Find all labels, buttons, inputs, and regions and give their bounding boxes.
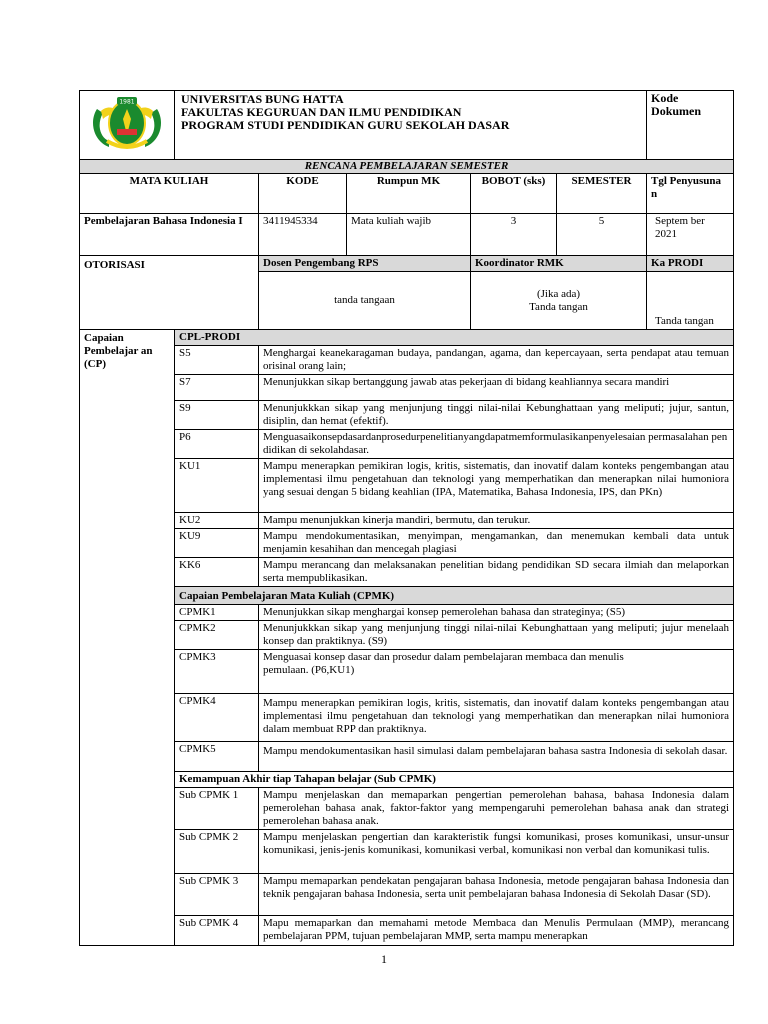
cpl-text: Menguasaikonsepdasardanprosedurpenelitianyangdapatmemformulasikanpenyelesaian permasalahan pendidikan di sekolahdasar. (259, 430, 734, 459)
cpl-text: Menunjukkan sikap bertanggung jawab atas pekerjaan di bidang keahliannya secara mandiri (259, 375, 734, 401)
faculty-name: FAKULTAS KEGURUAN DAN ILMU PENDIDIKAN (181, 105, 462, 119)
sub-cpmk-text: Mampu memaparkan pendekatan pengajaran bahasa Indonesia, metode pengajaran bahasa Indonesia dan teknik pengajaran bahasa Indonesia, serta unit pembelajaran bahasa Indonesia di Sekolah Dasar (SD). (259, 874, 734, 916)
cpmk-text: Menguasai konsep dasar dan prosedur dalam pembelajaran membaca dan menulis pemulaan. (P6,KU1) (259, 650, 734, 694)
col-header-tgl: Tgl Penyusuna n (647, 174, 734, 214)
document-title: RENCANA PEMBELAJARAN SEMESTER (80, 160, 734, 174)
sub-cpmk-text: Mampu menjelaskan dan memaparkan pengertian pemerolehan bahasa, bahasa Indonesia dalam pemerolehan bahasa anak, faktor-faktor yang mempengaruhi pemerolehan bahasa anak dan strategi pemerolehan bahasa anak. (259, 788, 734, 830)
col-header-bobot: BOBOT (sks) (471, 174, 557, 214)
cpl-text: Menunjukkkan sikap yang menjunjung tinggi nilai-nilai Kebunghattaan yang meliputi; jujur, santun, disiplin, dan hemat (efektif). (259, 401, 734, 430)
course-name: Pembelajaran Bahasa Indonesia I (80, 214, 259, 256)
dosen-signature: tanda tangaan (259, 272, 471, 330)
svg-text:1981: 1981 (119, 98, 135, 106)
sub-cpmk-code: Sub CPMK 2 (175, 830, 259, 874)
cpmk-code: CPMK5 (175, 742, 259, 772)
cpl-code: KU1 (175, 459, 259, 513)
cpmk-code: CPMK3 (175, 650, 259, 694)
cpl-code: KU9 (175, 529, 259, 558)
dosen-pengembang-label: Dosen Pengembang RPS (259, 256, 471, 272)
cpl-code: P6 (175, 430, 259, 459)
kode-dokumen-label: Kode Dokumen (647, 91, 734, 160)
university-name: UNIVERSITAS BUNG HATTA (181, 92, 344, 106)
cp-label: Capaian Pembelajar an (CP) (80, 330, 175, 946)
kaprodi-signature: Tanda tangan (647, 272, 734, 330)
koordinator-note: (Jika ada) (536, 287, 581, 300)
program-name: PROGRAM STUDI PENDIDIKAN GURU SEKOLAH DASAR (181, 118, 510, 132)
col-header-rumpun: Rumpun MK (347, 174, 471, 214)
cpl-code: KU2 (175, 513, 259, 529)
cpl-code: KK6 (175, 558, 259, 587)
sub-cpmk-code: Sub CPMK 1 (175, 788, 259, 830)
page-number: 1 (381, 952, 387, 966)
cpl-text: Mampu menerapkan pemikiran logis, kritis, sistematis, dan inovatif dalam konteks pengembangan atau implementasi ilmu pengetahuan dan teknologi yang memperhatikan dan menerapkan nilai humoniora yang sesuai dengan 5 bidang keahlian (IPA, Matematika, Bahasa Indonesia, IPS, dan PKn) (259, 459, 734, 513)
otorisasi-label: OTORISASI (80, 256, 259, 330)
course-tgl: Septem ber 2021 (647, 214, 734, 256)
rps-document-table (79, 90, 734, 946)
sub-cpmk-text: Mapu memaparkan dan memahami metode Membaca dan Menulis Permulaan (MMP), merancang pembelajaran PPM, tujuan pembelajaran MMP, serta mampu menerapkan (259, 916, 734, 946)
university-logo (80, 91, 175, 160)
cpmk-text: Mampu mendokumentasikan hasil simulasi dalam pembelajaran bahasa sastra Indonesia di sekolah dasar. (259, 742, 734, 772)
koordinator-sign: Tanda tangan (529, 300, 588, 313)
sub-cpmk-text: Mampu menjelaskan pengertian dan karakteristik fungsi komunikasi, proses komunikasi, unsur-unsur komunikasi, jenis-jenis komunikasi, komunikasi verbal, komunikasi non verbal dan komunikasi tulis. (259, 830, 734, 874)
cpl-code: S9 (175, 401, 259, 430)
cpl-code: S7 (175, 375, 259, 401)
cpmk-code: CPMK4 (175, 694, 259, 742)
cpmk-code: CPMK1 (175, 605, 259, 621)
sub-cpmk-header: Kemampuan Akhir tiap Tahapan belajar (Sub CPMK) (175, 772, 734, 788)
cpl-code: S5 (175, 346, 259, 375)
course-semester: 5 (557, 214, 647, 256)
cpl-text: Mampu menunjukkan kinerja mandiri, bermutu, dan terukur. (259, 513, 734, 529)
cpmk-code: CPMK2 (175, 621, 259, 650)
col-header-mata-kuliah: MATA KULIAH (80, 174, 259, 214)
course-rumpun: Mata kuliah wajib (347, 214, 471, 256)
sub-cpmk-code: Sub CPMK 4 (175, 916, 259, 946)
koordinator-signature (471, 272, 647, 330)
cpl-prodi-header: CPL-PRODI (175, 330, 734, 346)
kaprodi-label: Ka PRODI (647, 256, 734, 272)
course-bobot: 3 (471, 214, 557, 256)
cpmk-text: Menunjukkkan sikap yang menjunjung tinggi nilai-nilai Kebunghattaan yang meliputi; jujur menelaah konsep dan praktiknya. (S9) (259, 621, 734, 650)
col-header-semester: SEMESTER (557, 174, 647, 214)
cpmk-text: Mampu menerapkan pemikiran logis, kritis, sistematis, dan inovatif dalam konteks pengembangan atau implementasi ilmu pengetahuan dan teknologi yang memperhatikan dan menerapkan nilai humoniora dalam membuat RPP dan praktiknya. (259, 694, 734, 742)
course-code: 3411945334 (259, 214, 347, 256)
koordinator-label: Koordinator RMK (471, 256, 647, 272)
cpl-text: Menghargai keanekaragaman budaya, pandangan, agama, dan kepercayaan, serta pendapat atau temuan orisinal orang lain; (259, 346, 734, 375)
col-header-kode: KODE (259, 174, 347, 214)
sub-cpmk-code: Sub CPMK 3 (175, 874, 259, 916)
cpl-text: Mampu mendokumentasikan, menyimpan, mengamankan, dan menemukan kembali data untuk menjamin kesahihan dan mencegah plagiasi (259, 529, 734, 558)
cpmk-text: Menunjukkan sikap menghargai konsep pemerolehan bahasa dan strateginya; (S5) (259, 605, 734, 621)
cpmk-header: Capaian Pembelajaran Mata Kuliah (CPMK) (175, 587, 734, 605)
university-logo-icon (87, 91, 167, 155)
header-titles (175, 91, 647, 160)
cpl-text: Mampu merancang dan melaksanakan penelitian bidang pendidikan SD secara ilmiah dan melaporkan serta mempublikasikan. (259, 558, 734, 587)
